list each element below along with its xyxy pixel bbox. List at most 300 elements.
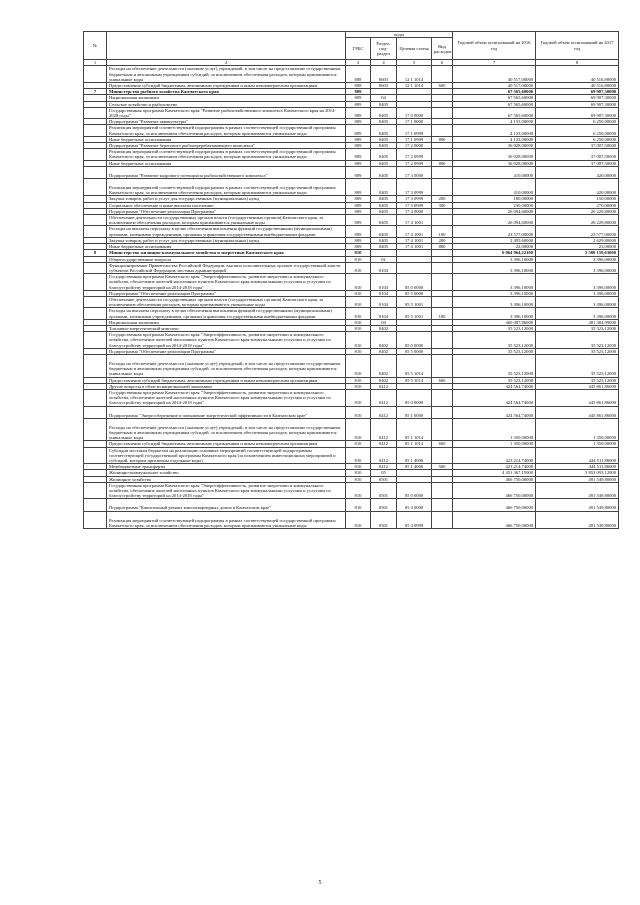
row-target: 17 4 1001 xyxy=(397,237,432,243)
row-target: 12 1 1014 xyxy=(397,83,432,89)
row-name: Обеспечение деятельности государственных органов власти (государственных органов) Камчатского края, за исключением обеспечения расходов, которым присваиваются уникальные коды xyxy=(107,215,346,226)
row-amount-2017: 26 229,80000 xyxy=(536,215,619,226)
row-number xyxy=(84,354,107,377)
header-expense-type: Вид расходов xyxy=(432,38,453,60)
row-grbs: 809 xyxy=(346,125,371,136)
row-grbs: 809 xyxy=(346,244,371,250)
row-grbs: 810 xyxy=(346,377,371,383)
row-grbs: 809 xyxy=(346,95,371,101)
row-razdel: 0412 xyxy=(371,418,397,441)
row-name: Государственная программа Камчатского края "Энергоэффективность, развитие энергетики и коммунального хозяйства, обеспечение жителей населенных пунктов Камчатского края коммунальными услугами и услугами по благоустройству территорий на 2014-2018 годы" xyxy=(107,389,346,406)
row-amount-2017: 2 629,80000 xyxy=(536,237,619,243)
row-amount-2017: 23 577,00000 xyxy=(536,226,619,237)
row-amount-2017: 35 523,12000 xyxy=(536,377,619,383)
row-target: 17 4 1001 xyxy=(397,226,432,237)
row-grbs: 810 xyxy=(346,464,371,470)
row-name: Подпрограмма "Обеспечение реализации Программы" xyxy=(107,348,346,354)
row-amount-2016: 67 565,60000 xyxy=(453,101,536,107)
table-row xyxy=(84,447,619,464)
table-row xyxy=(84,354,619,377)
row-grbs: 809 xyxy=(346,143,371,149)
column-number: 1 xyxy=(84,60,107,66)
row-amount-2016: 466 750,00000 xyxy=(453,476,536,482)
row-amount-2016: 1 350,00000 xyxy=(453,441,536,447)
row-amount-2016: 35 523,12000 xyxy=(453,332,536,349)
row-target: 17 3 0999 xyxy=(397,202,432,208)
row-expense-type xyxy=(432,482,453,499)
row-name: Расходы на обеспечение деятельности (оказание услуг) учреждений, в том числе на предоставление государственным бюджетным и автономным учреждениям субсидий, за исключением обеспечения расходов, которым присваиваются уникальные коды xyxy=(107,418,346,441)
row-grbs: 809 xyxy=(346,166,371,178)
row-target: 17 1 0999 xyxy=(397,136,432,142)
row-grbs: 810 xyxy=(346,406,371,418)
row-name: Межбюджетные трансферты xyxy=(107,464,346,470)
row-name: Министерство рыбного хозяйства Камчатского края xyxy=(107,89,346,95)
row-amount-2016: 230,00000 xyxy=(453,202,536,208)
row-razdel: 0405 xyxy=(371,166,397,178)
row-grbs: 809 xyxy=(346,202,371,208)
row-razdel: 0405 xyxy=(371,160,397,166)
row-target: 05 0 0000 xyxy=(397,389,432,406)
row-amount-2016: 4 133,00000 xyxy=(453,119,536,125)
row-razdel: 0104 xyxy=(371,262,397,273)
row-number xyxy=(84,166,107,178)
row-name: Закупка товаров, работ и услуг для государственных (муниципальных) нужд xyxy=(107,237,346,243)
row-target: 05 1 4006 xyxy=(397,464,432,470)
row-razdel: 0603 xyxy=(371,83,397,89)
row-target: 05 5 1001 xyxy=(397,308,432,319)
column-number: 5 xyxy=(397,60,432,66)
row-name: Подпрограмма "Развитие берегового рыбоперерабатывающего комплекса" xyxy=(107,143,346,149)
row-razdel: 0405 xyxy=(371,125,397,136)
row-expense-type xyxy=(432,274,453,291)
row-number xyxy=(84,447,107,464)
row-target: 17 0 0000 xyxy=(397,107,432,118)
row-razdel: 0104 xyxy=(371,274,397,291)
row-amount-2017: 491 549,80000 xyxy=(536,476,619,482)
row-grbs: 810 xyxy=(346,332,371,349)
row-target: 05 5 1014 xyxy=(397,354,432,377)
header-grbs: ГРБС xyxy=(346,38,371,60)
row-grbs: 809 xyxy=(346,101,371,107)
row-grbs: 810 xyxy=(346,319,371,325)
row-grbs: 809 xyxy=(346,208,371,214)
row-amount-2017: 3 396,00000 xyxy=(536,290,619,296)
table-row xyxy=(84,418,619,441)
row-amount-2016: 67 565,60000 xyxy=(453,89,536,95)
row-amount-2017: 37 007,50000 xyxy=(536,149,619,160)
row-razdel: 0412 xyxy=(371,441,397,447)
row-expense-type: 500 xyxy=(432,464,453,470)
row-grbs: 810 xyxy=(346,296,371,307)
table-row xyxy=(84,274,619,291)
row-name: Национальная экономика xyxy=(107,319,346,325)
row-expense-type: 800 xyxy=(432,136,453,142)
column-number: 2 xyxy=(107,60,346,66)
row-amount-2017: 420,00000 xyxy=(536,166,619,178)
row-amount-2016: 40 517,00000 xyxy=(453,83,536,89)
row-amount-2016: 460 087,86000 xyxy=(453,319,536,325)
row-grbs: 810 xyxy=(346,348,371,354)
row-number xyxy=(84,499,107,511)
row-target: 05 4 0000 xyxy=(397,499,432,511)
row-amount-2017: 481 384,99000 xyxy=(536,319,619,325)
row-grbs: 810 xyxy=(346,325,371,331)
row-number xyxy=(84,389,107,406)
row-target: 05 1 4006 xyxy=(397,447,432,464)
row-amount-2017: 40 516,80000 xyxy=(536,66,619,83)
table-row xyxy=(84,308,619,319)
row-name: Подпрограмма "Обеспечение реализации Программы" xyxy=(107,290,346,296)
row-name: Предоставление субсидий бюджетным, автономным учреждениям и иным некоммерческим организациям xyxy=(107,441,346,447)
row-amount-2017: 3 396,00000 xyxy=(536,262,619,273)
row-expense-type xyxy=(432,179,453,196)
header-name xyxy=(107,32,346,60)
row-grbs: 809 xyxy=(346,160,371,166)
header-codes: коды xyxy=(346,32,453,38)
row-target: 05 5 0000 xyxy=(397,290,432,296)
row-amount-2016: 424 564,74000 xyxy=(453,383,536,389)
row-name: Расходы на выплаты персоналу в целях обеспечения выполнения функций государственными (муниципальными) органами, казенными учреждениями, органами управления государственными внебюджетными фондами xyxy=(107,226,346,237)
row-amount-2016: 3 396,10000 xyxy=(453,274,536,291)
row-amount-2016: 23 577,00000 xyxy=(453,226,536,237)
row-expense-type xyxy=(432,166,453,178)
row-amount-2017: 3 396,00000 xyxy=(536,256,619,262)
row-grbs: 810 xyxy=(346,250,371,256)
row-number xyxy=(84,66,107,83)
row-razdel: 0412 xyxy=(371,383,397,389)
row-name: Иные бюджетные ассигнования xyxy=(107,244,346,250)
row-amount-2017: 444 511,86000 xyxy=(536,464,619,470)
row-razdel: 0402 xyxy=(371,354,397,377)
row-expense-type: 100 xyxy=(432,226,453,237)
row-name: Реализация мероприятий соответствующей подпрограммы в рамках соответствующей государственной программы Камчатского края, за исключением обеспечения расходов, которым присваиваются уникальные коды xyxy=(107,511,346,528)
row-amount-2017: 69 907,30000 xyxy=(536,107,619,118)
row-number xyxy=(84,274,107,291)
row-name: Общегосударственные вопросы xyxy=(107,256,346,262)
column-number: 3 xyxy=(346,60,371,66)
row-amount-2017: 420,00000 xyxy=(536,179,619,196)
row-amount-2017: 150,00000 xyxy=(536,196,619,202)
row-number xyxy=(84,149,107,160)
row-amount-2017: 1 350,00000 xyxy=(536,418,619,441)
row-name: Социальное обеспечение и иные выплаты населению xyxy=(107,202,346,208)
row-grbs: 808 xyxy=(346,83,371,89)
row-razdel: 0405 xyxy=(371,143,397,149)
row-amount-2016: 4 451 367,15000 xyxy=(453,470,536,476)
row-target: 17 4 1001 xyxy=(397,215,432,226)
table-row xyxy=(84,66,619,83)
row-amount-2016: 410,00000 xyxy=(453,179,536,196)
row-grbs: 810 xyxy=(346,476,371,482)
row-number xyxy=(84,215,107,226)
row-amount-2016: 3 396,10000 xyxy=(453,308,536,319)
row-razdel: 0412 xyxy=(371,464,397,470)
row-grbs: 809 xyxy=(346,149,371,160)
row-expense-type xyxy=(432,418,453,441)
row-number xyxy=(84,482,107,499)
row-grbs: 809 xyxy=(346,107,371,118)
row-name: Субсидии местным бюджетам на реализацию основных мероприятий соответствующей подпрограммы соответствующей государственной программы Камчатского края (за исключением инвестиционных мероприятий и субсидий, которым присвоены отдельные коды) xyxy=(107,447,346,464)
row-amount-2017: 69 907,30000 xyxy=(536,101,619,107)
row-expense-type: 800 xyxy=(432,244,453,250)
column-number: 4 xyxy=(371,60,397,66)
row-amount-2016: 26 094,60000 xyxy=(453,208,536,214)
row-number xyxy=(84,406,107,418)
row-expense-type: 200 xyxy=(432,196,453,202)
row-target: 17 3 0999 xyxy=(397,196,432,202)
row-target: 05 1 1014 xyxy=(397,441,432,447)
row-amount-2016: 423 214,74000 xyxy=(453,464,536,470)
row-amount-2017: 69 907,30000 xyxy=(536,89,619,95)
row-razdel: 05 xyxy=(371,470,397,476)
row-razdel: 0402 xyxy=(371,348,397,354)
row-razdel: 0402 xyxy=(371,332,397,349)
row-expense-type xyxy=(432,125,453,136)
row-grbs: 810 xyxy=(346,274,371,291)
row-razdel: 0501 xyxy=(371,499,397,511)
row-number xyxy=(84,107,107,118)
row-name: Предоставление субсидий бюджетным, автономным учреждениям и иным некоммерческим организациям xyxy=(107,83,346,89)
row-target: 05 5 0000 xyxy=(397,348,432,354)
row-name: Реализация мероприятий соответствующей подпрограммы в рамках соответствующей государственной программы Камчатского края, за исключением обеспечения расходов, которым присваиваются уникальные коды xyxy=(107,125,346,136)
row-razdel: 0501 xyxy=(371,482,397,499)
row-razdel: 0405 xyxy=(371,215,397,226)
row-expense-type xyxy=(432,447,453,464)
table-row xyxy=(84,179,619,196)
row-amount-2017: 3 396,00000 xyxy=(536,308,619,319)
row-grbs: 809 xyxy=(346,119,371,125)
row-amount-2016: 36 928,00000 xyxy=(453,149,536,160)
row-grbs: 809 xyxy=(346,226,371,237)
row-razdel: 0405 xyxy=(371,119,397,125)
row-razdel: 0405 xyxy=(371,237,397,243)
table-row xyxy=(84,149,619,160)
row-name: Государственная программа Камчатского края "Энергоэффективность, развитие энергетики и коммунального хозяйства, обеспечение жителей населенных пунктов Камчатского края коммунальными услугами и услугами по благоустройству территорий на 2014-2018 годы" xyxy=(107,274,346,291)
row-number xyxy=(84,511,107,528)
row-amount-2016: 410,00000 xyxy=(453,166,536,178)
row-grbs: 809 xyxy=(346,237,371,243)
header-razdel: Раздел, под-раздел xyxy=(371,38,397,60)
row-name: Государственная программа Камчатского края "Развитие рыбохозяйственного комплекса Камчатского края на 2014-2020 годы" xyxy=(107,107,346,118)
row-amount-2017: 270,00000 xyxy=(536,202,619,208)
row-number xyxy=(84,262,107,273)
row-name: Подпрограмма "Капитальный ремонт многоквартирных домов в Камчатском крае" xyxy=(107,499,346,511)
column-number: 8 xyxy=(536,60,619,66)
table-row xyxy=(84,296,619,307)
row-razdel: 0402 xyxy=(371,377,397,383)
row-target: 17 2 0999 xyxy=(397,149,432,160)
column-number: 7 xyxy=(453,60,536,66)
row-expense-type xyxy=(432,406,453,418)
row-razdel: 0405 xyxy=(371,107,397,118)
header-target: Целевая статья xyxy=(397,38,432,60)
row-amount-2017: 445 861,86000 xyxy=(536,406,619,418)
row-amount-2017: 444 511,86000 xyxy=(536,447,619,464)
row-grbs: 810 xyxy=(346,256,371,262)
row-amount-2016: 35 523,12000 xyxy=(453,348,536,354)
row-razdel: 0412 xyxy=(371,447,397,464)
row-grbs: 810 xyxy=(346,511,371,528)
row-expense-type xyxy=(432,499,453,511)
row-expense-type xyxy=(432,332,453,349)
row-grbs: 810 xyxy=(346,290,371,296)
row-amount-2017: 35 523,12000 xyxy=(536,332,619,349)
table-row xyxy=(84,215,619,226)
row-number: 8 xyxy=(84,250,107,256)
table-row xyxy=(84,482,619,499)
row-amount-2016: 4 133,00000 xyxy=(453,136,536,142)
row-amount-2016: 35 523,12000 xyxy=(453,325,536,331)
header-number: № xyxy=(84,32,107,60)
row-amount-2016: 36 928,00000 xyxy=(453,160,536,166)
row-target: 05 1 1014 xyxy=(397,418,432,441)
row-razdel: 0405 xyxy=(371,196,397,202)
row-razdel: 0412 xyxy=(371,389,397,406)
row-expense-type xyxy=(432,389,453,406)
row-razdel: 0501 xyxy=(371,476,397,482)
row-amount-2016: 40 517,00000 xyxy=(453,66,536,83)
table-row xyxy=(84,166,619,178)
table-row xyxy=(84,332,619,349)
row-target xyxy=(397,262,432,273)
row-name: Реализация мероприятий соответствующей подпрограммы в рамках соответствующей государственной программы Камчатского края, за исключением обеспечения расходов, которым присваиваются уникальные коды xyxy=(107,149,346,160)
row-amount-2017: 23,00000 xyxy=(536,244,619,250)
row-amount-2017: 35 523,12000 xyxy=(536,354,619,377)
row-number xyxy=(84,179,107,196)
row-name: Расходы на обеспечение деятельности (оказание услуг) учреждений, в том числе на предоставление государственным бюджетным и автономным учреждениям субсидий, за исключением обеспечения расходов, которым присваиваются уникальные коды xyxy=(107,354,346,377)
row-expense-type: 600 xyxy=(432,377,453,383)
column-number: 6 xyxy=(432,60,453,66)
row-amount-2017: 35 523,12000 xyxy=(536,325,619,331)
row-amount-2016: 36 928,00000 xyxy=(453,143,536,149)
row-expense-type xyxy=(432,296,453,307)
row-razdel: 04 xyxy=(371,319,397,325)
row-target: 05 0 0000 xyxy=(397,332,432,349)
row-amount-2016: 3 396,10000 xyxy=(453,256,536,262)
row-name: Подпрограмма "Развитие аквакультуры" xyxy=(107,119,346,125)
row-amount-2017: 3 396,00000 xyxy=(536,296,619,307)
row-name: Государственная программа Камчатского края "Энергоэффективность, развитие энергетики и коммунального хозяйства, обеспечение жителей населенных пунктов Камчатского края коммунальными услугами и услугами по благоустройству территорий на 2014-2018 годы" xyxy=(107,482,346,499)
row-amount-2017: 491 549,80000 xyxy=(536,499,619,511)
row-target: 12 1 1014 xyxy=(397,66,432,83)
table-row xyxy=(84,499,619,511)
row-name: Жилищное хозяйство xyxy=(107,476,346,482)
row-amount-2016: 6 064 964,22100 xyxy=(453,250,536,256)
row-target: 17 4 1001 xyxy=(397,244,432,250)
row-razdel: 0405 xyxy=(371,101,397,107)
row-amount-2017: 6 250,00000 xyxy=(536,119,619,125)
row-amount-2016: 3 396,10000 xyxy=(453,296,536,307)
row-grbs: 810 xyxy=(346,441,371,447)
row-razdel: 0501 xyxy=(371,511,397,528)
row-razdel: 0104 xyxy=(371,296,397,307)
row-target: 17 3 0999 xyxy=(397,179,432,196)
row-name: Функционирование Правительства Российской Федерации, высших исполнительных органов государственной власти субъектов Российской Федерации, местных администраций xyxy=(107,262,346,273)
row-expense-type xyxy=(432,66,453,83)
row-grbs: 810 xyxy=(346,383,371,389)
row-amount-2016: 35 523,12000 xyxy=(453,377,536,383)
row-target: 17 2 0999 xyxy=(397,160,432,166)
row-amount-2017: 37 007,50000 xyxy=(536,143,619,149)
row-amount-2016: 67 565,60000 xyxy=(453,95,536,101)
table-row xyxy=(84,107,619,118)
row-grbs: 810 xyxy=(346,389,371,406)
row-grbs: 809 xyxy=(346,89,371,95)
row-amount-2017: 1 350,00000 xyxy=(536,441,619,447)
row-expense-type: 800 xyxy=(432,160,453,166)
table-body xyxy=(84,66,619,529)
row-razdel: 0405 xyxy=(371,202,397,208)
row-name: Иные бюджетные ассигнования xyxy=(107,160,346,166)
row-name: Подпрограмма "Развитие кадрового потенциала рыбохозяйственного комплекса" xyxy=(107,166,346,178)
row-razdel: 0405 xyxy=(371,136,397,142)
row-expense-type: 300 xyxy=(432,202,453,208)
row-amount-2017: 35 523,12000 xyxy=(536,348,619,354)
row-amount-2016: 26 094,60000 xyxy=(453,215,536,226)
row-razdel: 01 xyxy=(371,256,397,262)
table-row xyxy=(84,125,619,136)
row-number xyxy=(84,308,107,319)
row-amount-2016: 1 350,00000 xyxy=(453,418,536,441)
row-razdel: 0405 xyxy=(371,208,397,214)
header-2016: Годовой объем ассигнований на 2016 год xyxy=(453,32,536,60)
row-amount-2017: 3 853 093,12000 xyxy=(536,470,619,476)
row-name: Закупка товаров, работ и услуг для государственных (муниципальных) нужд xyxy=(107,196,346,202)
row-target: 17 1 0999 xyxy=(397,125,432,136)
row-target: 05 4 0999 xyxy=(397,511,432,528)
row-grbs: 809 xyxy=(346,196,371,202)
row-amount-2017: 5 580 159,63000 xyxy=(536,250,619,256)
row-target: 05 0 0000 xyxy=(397,482,432,499)
row-name: Расходы на обеспечение деятельности (оказание услуг) учреждений, в том числе на предоставление государственным бюджетным и автономным учреждениям субсидий, за исключением обеспечения расходов, которым присваиваются уникальные коды xyxy=(107,66,346,83)
row-amount-2017: 37 007,50000 xyxy=(536,160,619,166)
table-row xyxy=(84,226,619,237)
row-number xyxy=(84,296,107,307)
row-razdel: 0603 xyxy=(371,66,397,83)
table-row xyxy=(84,511,619,528)
row-name: Предоставление субсидий бюджетным, автономным учреждениям и иным некоммерческим организациям xyxy=(107,377,346,383)
row-razdel: 0104 xyxy=(371,308,397,319)
row-amount-2017: 6 250,00000 xyxy=(536,125,619,136)
row-expense-type: 600 xyxy=(432,83,453,89)
row-amount-2016: 180,00000 xyxy=(453,196,536,202)
row-name: Подпрограмма "Энергосбережение и повышение энергетической эффективности в Камчатском крае" xyxy=(107,406,346,418)
row-amount-2016: 4 133,00000 xyxy=(453,125,536,136)
page-number: 5 xyxy=(318,880,322,886)
row-grbs: 810 xyxy=(346,482,371,499)
row-amount-2016: 466 750,00000 xyxy=(453,511,536,528)
row-expense-type xyxy=(432,511,453,528)
row-amount-2016: 466 750,00000 xyxy=(453,482,536,499)
row-target: 17 4 0000 xyxy=(397,208,432,214)
row-razdel: 04 xyxy=(371,95,397,101)
row-amount-2016: 466 750,00000 xyxy=(453,499,536,511)
row-name: Государственная программа Камчатского края "Энергоэффективность, развитие энергетики и коммунального хозяйства, обеспечение жителей населенных пунктов Камчатского края коммунальными услугами и услугами по благоустройству территорий на 2014-2018 годы" xyxy=(107,332,346,349)
row-name: Реализация мероприятий соответствующей подпрограммы в рамках соответствующей государственной программы Камчатского края, за исключением обеспечения расходов, которым присваиваются уникальные коды xyxy=(107,179,346,196)
table-row xyxy=(84,262,619,273)
row-razdel: 0405 xyxy=(371,244,397,250)
row-razdel: 0412 xyxy=(371,406,397,418)
row-target: 17 3 0000 xyxy=(397,166,432,178)
row-amount-2016: 424 564,74000 xyxy=(453,389,536,406)
row-amount-2017: 40 516,80000 xyxy=(536,83,619,89)
row-amount-2016: 3 396,10000 xyxy=(453,262,536,273)
row-expense-type: 100 xyxy=(432,308,453,319)
row-grbs: 809 xyxy=(346,215,371,226)
row-grbs: 809 xyxy=(346,136,371,142)
row-amount-2017: 26 229,80000 xyxy=(536,208,619,214)
row-amount-2017: 6 250,00000 xyxy=(536,136,619,142)
